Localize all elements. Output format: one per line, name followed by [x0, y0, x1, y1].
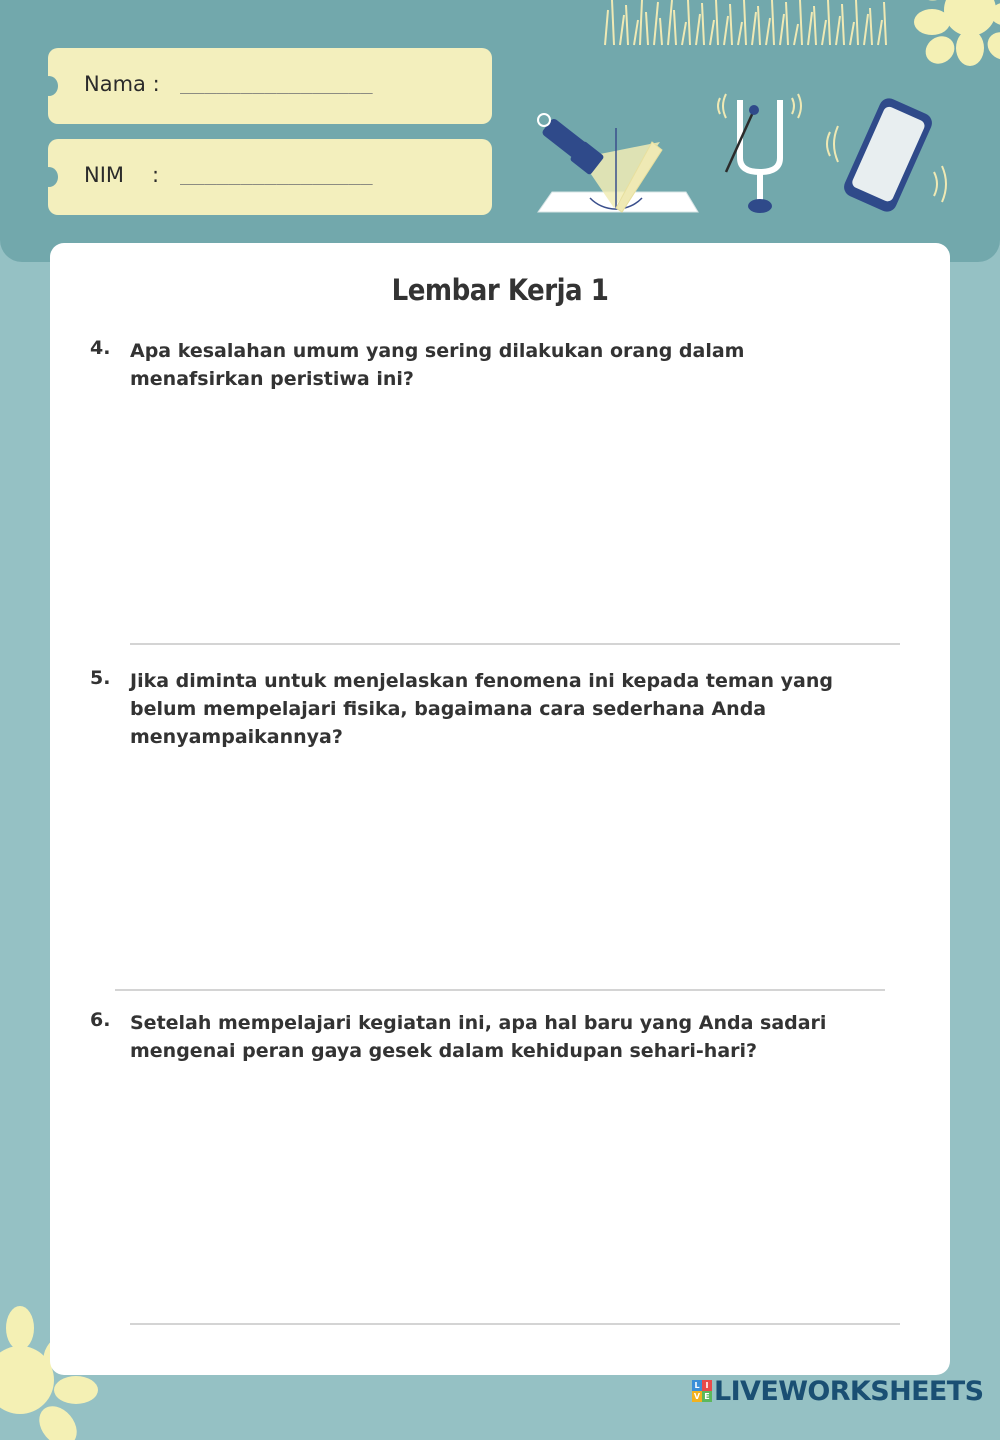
logo-letter: V — [693, 1392, 701, 1401]
brand-text: LIVEWORKSHEETS — [714, 1375, 984, 1407]
answer-line-6 — [130, 1323, 900, 1325]
nim-label: NIM — [84, 163, 125, 187]
logo-letter: E — [702, 1391, 712, 1402]
ticket-notch — [40, 167, 58, 187]
vibrating-phone-icon — [827, 95, 946, 215]
nim-colon: : — [152, 163, 160, 187]
nim-input[interactable] — [180, 161, 442, 185]
flower-decoration-icon — [910, 0, 1000, 80]
name-label: Nama : — [84, 72, 160, 96]
physics-illustrations — [530, 80, 960, 220]
answer-area-5[interactable] — [130, 733, 900, 985]
name-input[interactable] — [180, 70, 442, 94]
worksheet-card — [50, 243, 950, 1375]
question-number: 5. — [90, 667, 111, 689]
logo-letter: I — [702, 1380, 712, 1391]
ticket-notch — [40, 76, 58, 96]
liveworksheets-brand[interactable] — [692, 1373, 983, 1409]
question-number: 4. — [90, 337, 111, 359]
nim-field-box — [48, 139, 492, 215]
question-text: Setelah mempelajari kegiatan ini, apa hal baru yang Anda sadari mengenai peran gaya gesek dalam kehidupan sehari-hari? — [130, 1012, 827, 1062]
question-4 — [90, 337, 890, 397]
answer-line-5 — [115, 989, 885, 991]
question-number: 6. — [90, 1009, 111, 1031]
grass-decoration-icon — [600, 0, 900, 50]
liveworksheets-logo-icon — [692, 1380, 712, 1402]
logo-letter: L — [692, 1380, 702, 1391]
question-text: Jika diminta untuk menjelaskan fenomena ini kepada teman yang belum mempelajari fisika, bagaimana cara sederhana Anda menyampaikannya? — [130, 670, 833, 748]
flashlight-icon — [538, 114, 698, 212]
question-5 — [90, 667, 890, 748]
name-field-box — [48, 48, 492, 124]
question-6 — [90, 1009, 890, 1069]
answer-area-6[interactable] — [130, 1075, 900, 1319]
answer-line-4 — [130, 643, 900, 645]
worksheet-title: Lembar Kerja 1 — [391, 273, 609, 307]
question-text: Apa kesalahan umum yang sering dilakukan orang dalam menafsirkan peristiwa ini? — [130, 340, 745, 390]
tuning-fork-icon — [718, 94, 801, 213]
answer-area-4[interactable] — [130, 403, 900, 639]
